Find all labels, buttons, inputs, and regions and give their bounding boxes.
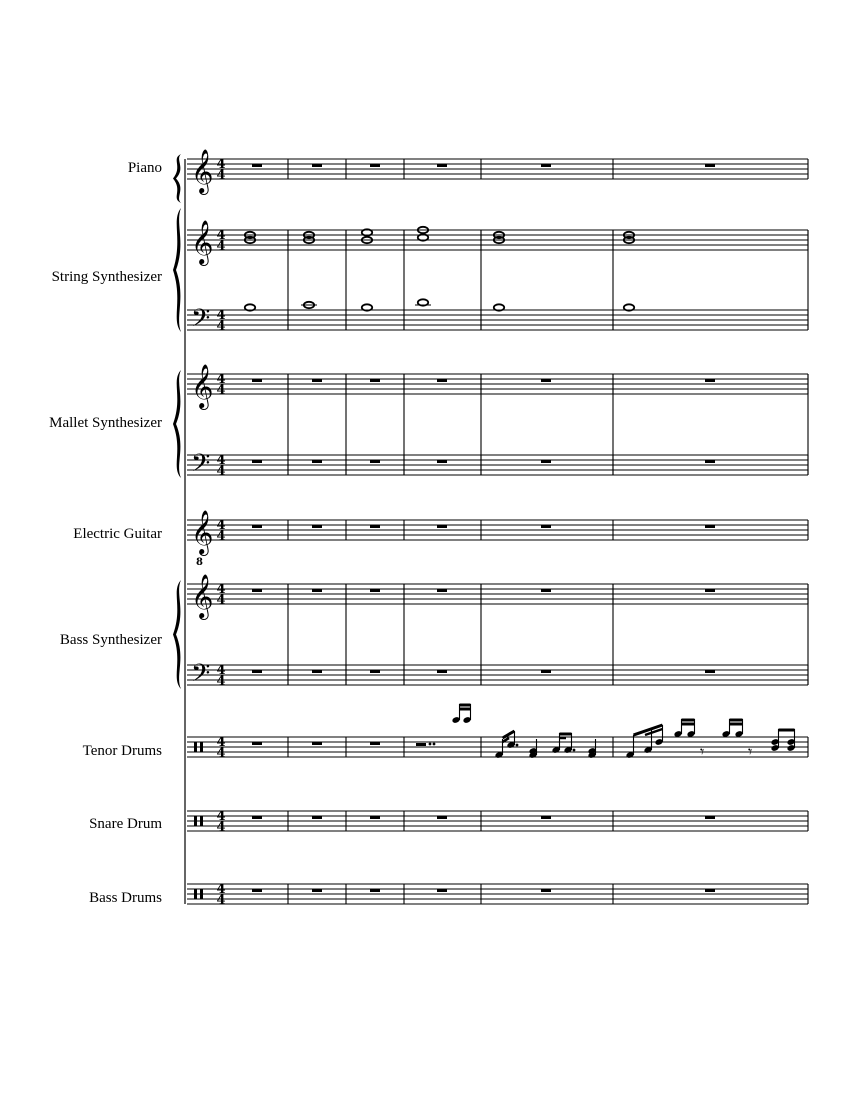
time-signature-numerator: 4 [216,735,226,750]
instrument-label: Bass Drums [89,890,162,906]
staff-strings [187,310,808,330]
time-signature-numerator: 4 [216,582,226,597]
staff-mallet [187,374,808,394]
brace [173,154,181,203]
time-signature-numerator: 4 [216,228,226,243]
whole-rest [437,379,447,382]
whole-rest [312,164,322,167]
instrument-label: Snare Drum [89,816,162,832]
whole-rest [437,460,447,463]
percussion-clef-icon [200,742,203,752]
time-signature-denominator: 4 [216,239,226,254]
time-signature-numerator: 4 [216,308,226,323]
whole-rest [541,670,551,673]
whole-rest [312,742,322,745]
whole-rest [437,670,447,673]
time-signature-denominator: 4 [216,893,226,908]
whole-rest [252,742,262,745]
brace [173,370,181,478]
instrument-label: Mallet Synthesizer [49,415,162,431]
time-signature-denominator: 4 [216,383,226,398]
whole-rest [252,164,262,167]
whole-rest [370,589,380,592]
instrument-label: Electric Guitar [73,526,162,542]
whole-rest [370,889,380,892]
whole-rest [252,589,262,592]
whole-rest [541,164,551,167]
whole-rest [437,889,447,892]
staff-bassdr [187,884,808,904]
time-signature-denominator: 4 [216,593,226,608]
staff-basssyn [187,665,808,685]
time-signature-denominator: 4 [216,168,226,183]
time-signature-numerator: 4 [216,453,226,468]
whole-rest [252,889,262,892]
whole-rest [541,889,551,892]
whole-rest [437,525,447,528]
augmentation-dot [433,743,436,746]
whole-rest [370,670,380,673]
time-signature-denominator: 4 [216,746,226,761]
whole-rest [705,164,715,167]
whole-rest [705,589,715,592]
percussion-clef-icon [194,816,197,826]
whole-rest [312,589,322,592]
treble-clef-icon: 𝄞 [191,149,214,193]
whole-rest [705,379,715,382]
whole-rest [541,816,551,819]
whole-rest [437,589,447,592]
whole-rest [437,164,447,167]
whole-rest [705,889,715,892]
whole-rest [370,164,380,167]
bass-clef-icon: 𝄢 [191,659,211,694]
whole-rest [312,379,322,382]
staff-guitar [187,520,808,540]
whole-rest [252,816,262,819]
percussion-clef-icon [200,889,203,899]
whole-rest [705,460,715,463]
augmentation-dot [573,749,576,752]
whole-rest [370,379,380,382]
whole-rest [252,525,262,528]
eighth-rest-icon: 𝄾 [700,742,705,761]
percussion-clef-icon [194,889,197,899]
time-signature-numerator: 4 [216,663,226,678]
octave-marking: 8 [196,557,203,568]
time-signature-denominator: 4 [216,674,226,689]
augmentation-dot [429,743,432,746]
whole-rest [252,670,262,673]
time-signature-numerator: 4 [216,372,226,387]
whole-rest [312,816,322,819]
time-signature-numerator: 4 [216,518,226,533]
instrument-label: Bass Synthesizer [59,632,162,648]
bass-clef-icon: 𝄢 [191,449,211,484]
whole-rest [541,589,551,592]
time-signature-denominator: 4 [216,820,226,835]
brace [173,580,181,689]
whole-rest [252,460,262,463]
percussion-clef-icon [194,742,197,752]
whole-rest [370,460,380,463]
treble-clef-icon: 𝄞 [191,220,214,264]
brace [173,208,181,332]
staff-strings [187,230,808,250]
time-signature-denominator: 4 [216,319,226,334]
staff-snare [187,811,808,831]
instrument-label: String Synthesizer [51,269,162,285]
whole-rest [705,525,715,528]
staff-piano [187,159,808,179]
whole-rest [370,816,380,819]
whole-rest [705,670,715,673]
eighth-rest-icon: 𝄾 [748,742,753,761]
whole-rest [312,889,322,892]
whole-rest [252,379,262,382]
whole-rest [437,816,447,819]
percussion-clef-icon [200,816,203,826]
time-signature-numerator: 4 [216,157,226,172]
bass-clef-icon: 𝄢 [191,304,211,339]
time-signature-numerator: 4 [216,809,226,824]
staff-basssyn [187,584,808,604]
half-rest [416,743,426,746]
whole-rest [370,525,380,528]
treble-clef-icon: 𝄞 [191,510,214,554]
time-signature-numerator: 4 [216,882,226,897]
whole-rest [370,742,380,745]
instrument-label: Piano [127,160,162,176]
augmentation-dot [516,744,519,747]
time-signature-denominator: 4 [216,529,226,544]
treble-clef-icon: 𝄞 [191,364,214,408]
treble-clef-icon: 𝄞 [191,574,214,618]
time-signature-denominator: 4 [216,464,226,479]
instrument-label: Tenor Drums [82,743,162,759]
whole-rest [541,460,551,463]
whole-rest [312,460,322,463]
whole-rest [705,816,715,819]
whole-rest [541,379,551,382]
whole-rest [312,670,322,673]
whole-rest [541,525,551,528]
whole-rest [312,525,322,528]
staff-mallet [187,455,808,475]
